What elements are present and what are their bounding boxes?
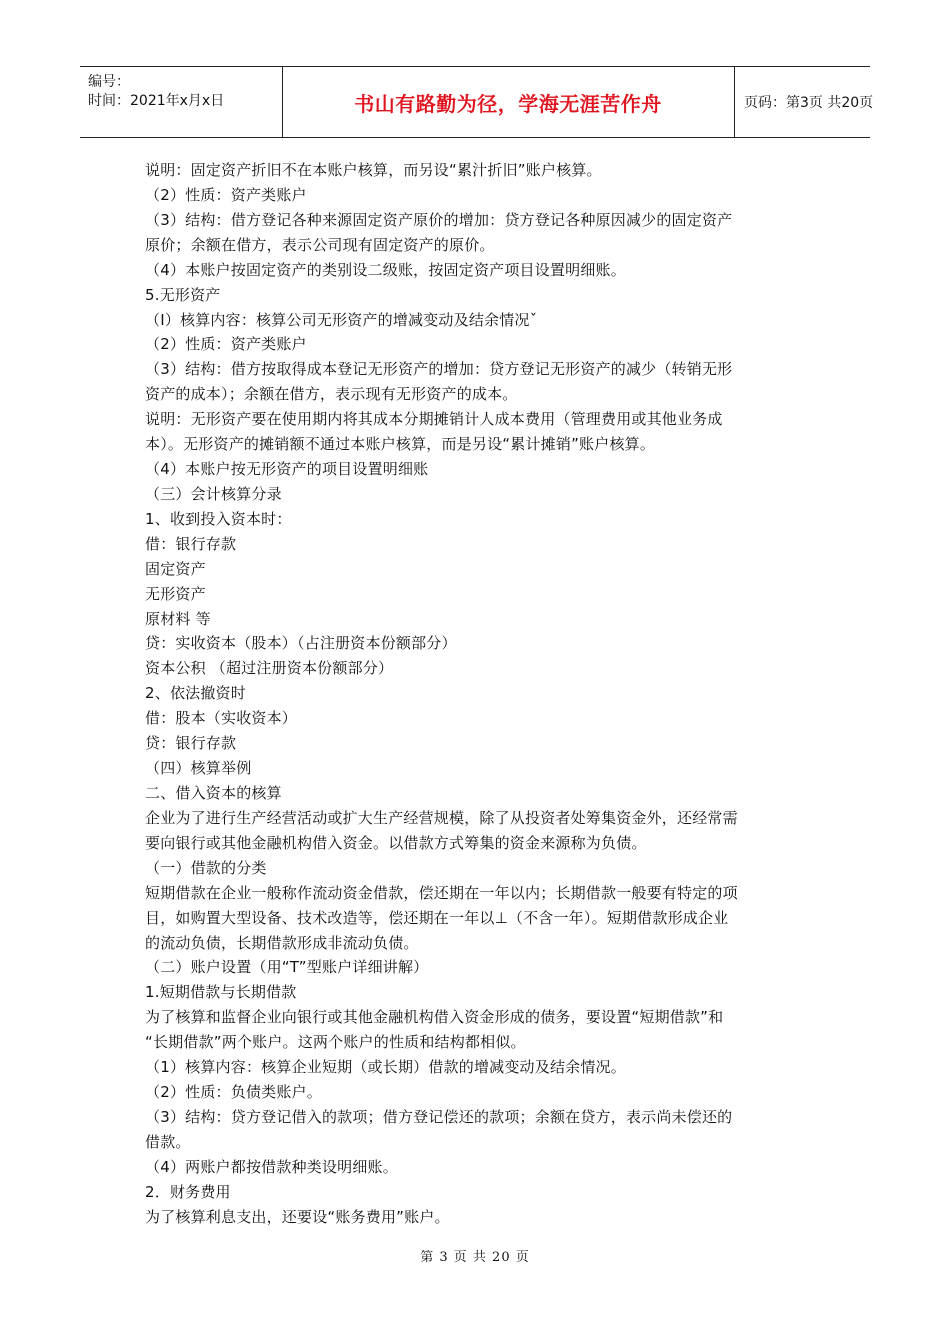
document-date-label: 时间：2021年x月x日	[88, 93, 225, 109]
header-motto-cell	[282, 67, 735, 137]
text-line: 2、依法撤资时	[145, 684, 246, 702]
text-line: （1）核算内容：核算企业短期（或长期）借款的增减变动及结余情况。	[145, 1058, 626, 1076]
header-motto: 书山有路勤为径，学海无涯苦作舟	[354, 91, 662, 116]
text-line: “长期借款”两个账户。这两个账户的性质和结构都相似。	[145, 1033, 526, 1051]
text-line: 借：股本（实收资本）	[145, 709, 298, 727]
text-line: 本）。无形资产的摊销额不通过本账户核算，而是另设“累计摊销”账户核算。	[145, 435, 656, 453]
text-line: 说明：固定资产折旧不在本账户核算，而另设“累汁折旧”账户核算。	[145, 161, 602, 179]
text-line: （二）账户设置（用“T”型账户详细讲解）	[145, 958, 429, 976]
header-page-code: 页码：第3页 共20页	[744, 95, 874, 111]
text-line: 1、收到投入资本时：	[145, 510, 292, 528]
text-line: 资本公积 （超过注册资本份额部分）	[145, 659, 394, 677]
text-line: （I）核算内容：核算公司无形资产的增减变动及结余情况ˇ	[145, 311, 538, 329]
text-line: 5.无形资产	[145, 286, 221, 304]
text-line: （四）核算举例	[145, 759, 252, 777]
text-line: 资产的成本）；余额在借方，表示现有无形资产的成本。	[145, 385, 518, 403]
text-line: （2）性质：资产类账户	[145, 335, 307, 353]
text-line: （三）会计核算分录	[145, 485, 282, 503]
text-line: 贷：银行存款	[145, 734, 237, 752]
text-line: （2）性质：负债类账户。	[145, 1083, 322, 1101]
text-line: （3）结构：贷方登记借入的款项；借方登记偿还的款项；余额在贷方，表示尚未偿还的	[145, 1108, 733, 1126]
header-page-cell	[734, 67, 874, 137]
text-line: （4）两账户都按借款种类设明细账。	[145, 1158, 398, 1176]
text-line: 贷：实收资本（股本）（占注册资本份额部分）	[145, 634, 457, 652]
text-line: 二、借入资本的核算	[145, 784, 282, 802]
text-line: 的流动负债，长期借款形成非流动负债。	[145, 934, 419, 952]
text-line: 1.短期借款与长期借款	[145, 983, 297, 1001]
text-line: 目，如购置大型设备、技术改造等，偿还期在一年以⊥（不含一年）。短期借款形成企业	[145, 909, 729, 927]
text-line: （4）本账户按无形资产的项目设置明细账	[145, 460, 429, 478]
text-line: （4）本账户按固定资产的类别设二级账，按固定资产项目设置明细账。	[145, 261, 626, 279]
text-line: 为了核算和监督企业向银行或其他金融机构借入资金形成的债务，要设置“短期借款”和	[145, 1008, 724, 1026]
text-line: 说明：无形资产要在使用期内将其成本分期摊销计人成本费用（管理费用或其他业务成	[145, 410, 723, 428]
text-line: 2．财务费用	[145, 1183, 231, 1201]
header-left-cell	[80, 67, 283, 137]
text-line: 要向银行或其他金融机构借入资金。以借款方式筹集的资金来源称为负债。	[145, 834, 647, 852]
text-line: （3）结构：借方按取得成本登记无形资产的增加：贷方登记无形资产的减少（转销无形	[145, 360, 733, 378]
text-line: 为了核算利息支出，还要设“账务费用”账户。	[145, 1208, 450, 1226]
text-line: 无形资产	[145, 585, 206, 603]
footer-page-number: 第 3 页 共 20 页	[420, 1250, 530, 1265]
text-line: 企业为了进行生产经营活动或扩大生产经营规模，除了从投资者处筹集资金外，还经常需	[145, 809, 738, 827]
text-line: 借：银行存款	[145, 535, 237, 553]
text-line: （一）借款的分类	[145, 859, 267, 877]
page-footer	[0, 1246, 950, 1265]
text-line: 短期借款在企业一般称作流动资金借款，偿还期在一年以内；长期借款一般要有特定的项	[145, 884, 738, 902]
document-header	[80, 66, 874, 138]
text-line: （2）性质：资产类账户	[145, 186, 307, 204]
document-number-label: 编号：	[88, 74, 130, 90]
text-line: 固定资产	[145, 560, 206, 578]
text-line: 原价；余额在借方，表示公司现有固定资产的原价。	[145, 236, 495, 254]
text-line: （3）结构：借方登记各种来源固定资产原价的增加：贷方登记各种原因减少的固定资产	[145, 211, 733, 229]
text-line: 原材料 等	[145, 610, 211, 628]
text-line: 借款。	[145, 1133, 191, 1151]
